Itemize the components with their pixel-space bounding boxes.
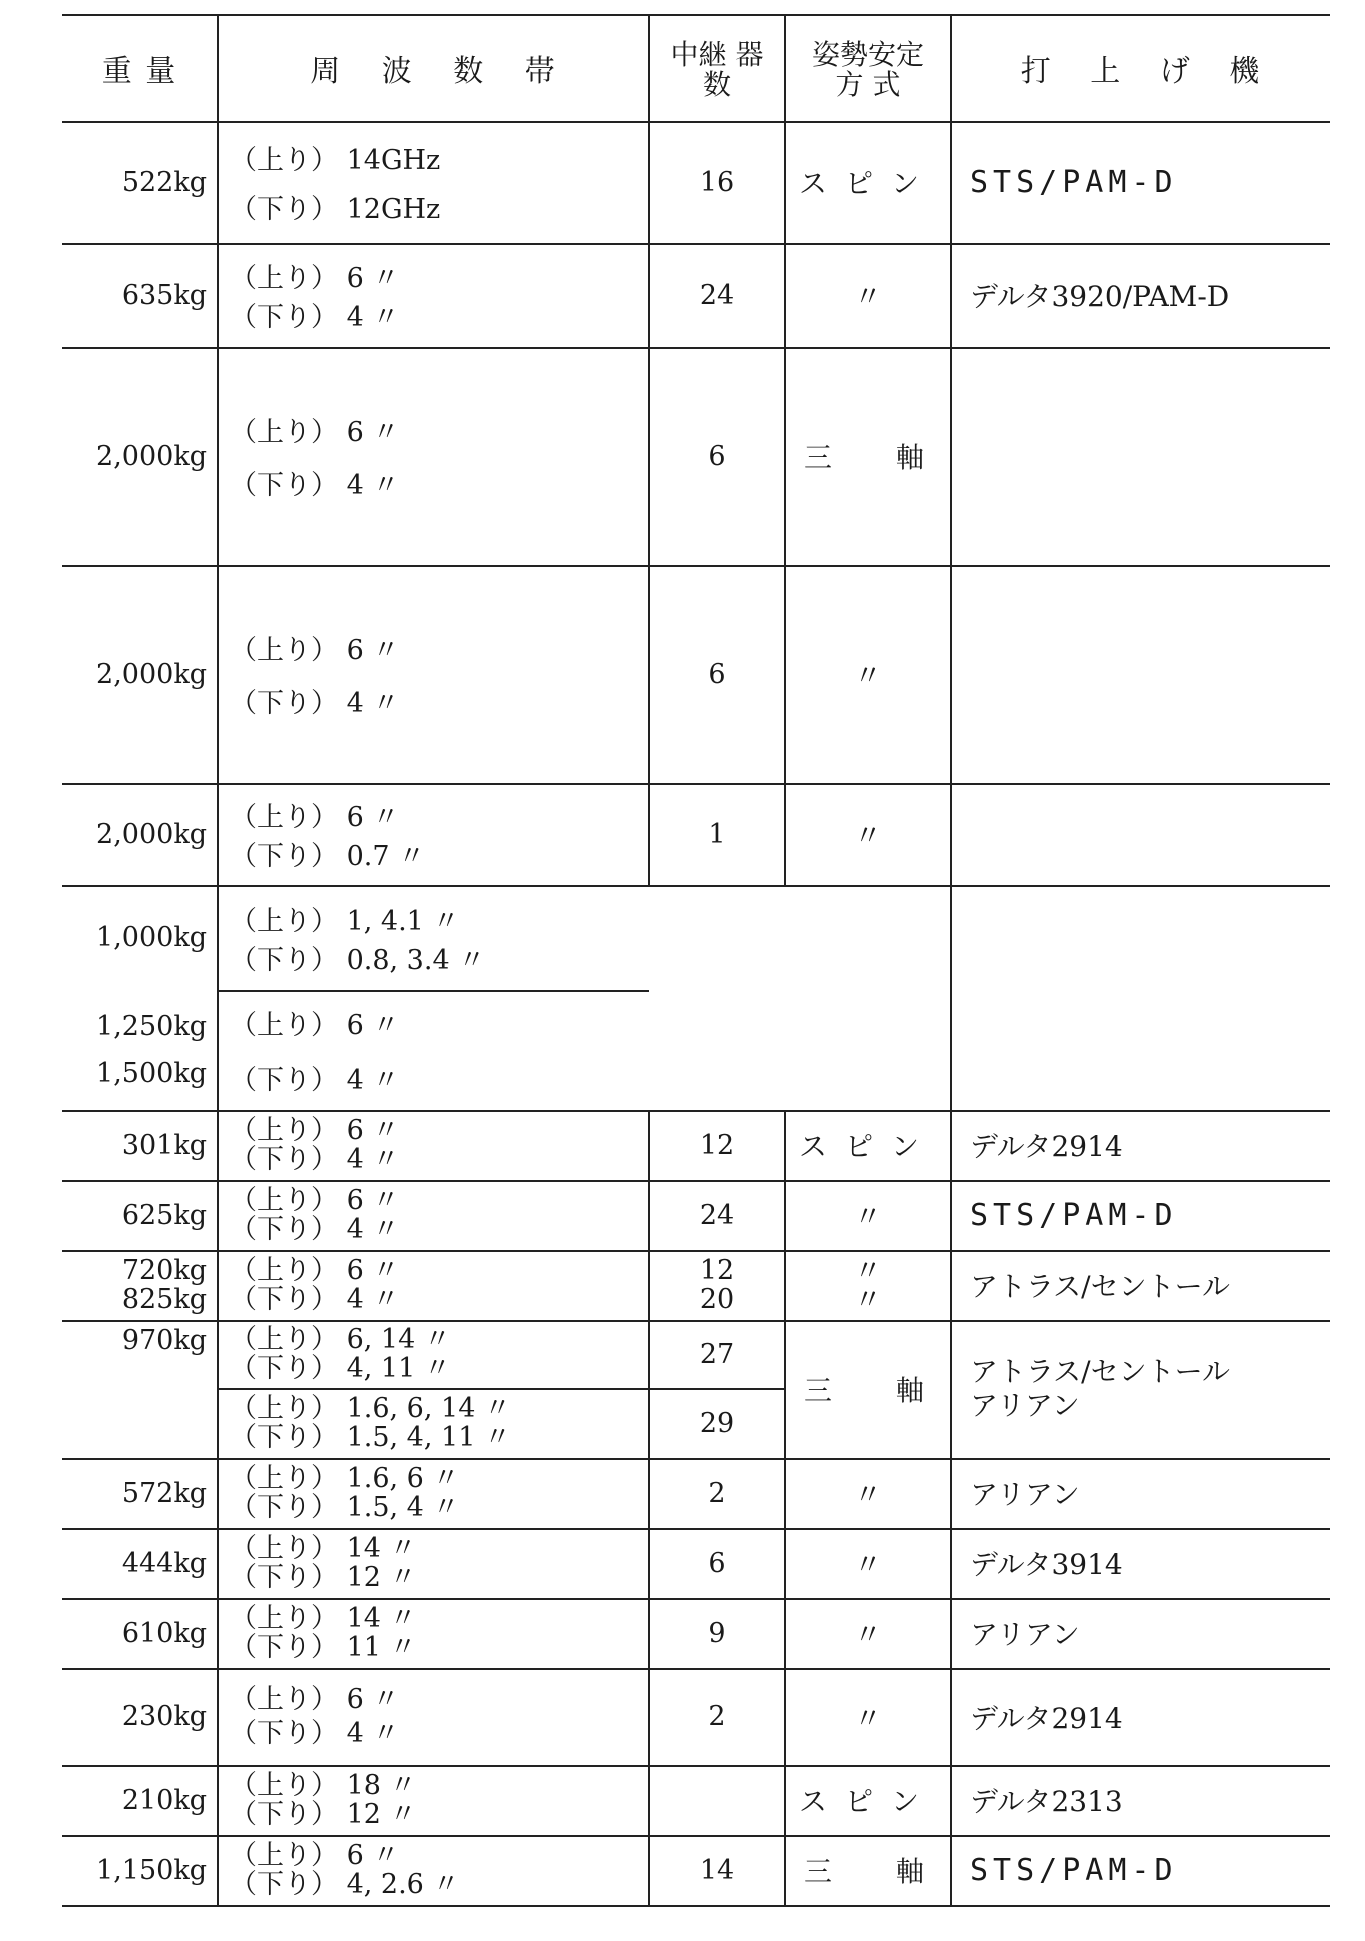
uplink-text: （上り） 14 〃 (230, 1533, 417, 1564)
transponder-count: 9 (708, 1617, 726, 1649)
attitude-cell: スピン (798, 167, 937, 200)
attitude-cell: 〃 (853, 1548, 882, 1581)
frequency-cell (230, 990, 640, 1110)
weight-cell: 301kg (121, 1129, 207, 1161)
uplink-text: （上り） 1, 4.1 〃 (230, 905, 460, 937)
transponder-text: 12 (699, 1255, 735, 1286)
launcher-text-2: アリアン (970, 1389, 1080, 1422)
downlink-text: （下り） 4, 2.6 〃 (230, 1869, 460, 1900)
frequency-cell (230, 885, 640, 990)
weight-cell: 2,000kg (96, 658, 207, 690)
attitude-cell (786, 1320, 989, 1458)
weight-cell: 230kg (121, 1701, 207, 1732)
launcher-cell: STS/PAM-D (970, 164, 1178, 200)
downlink-text: （下り） 4 〃 (230, 1717, 400, 1749)
frequency-cell (230, 783, 640, 885)
frequency-cell (230, 1180, 640, 1250)
downlink-text: （下り） 0.8, 3.4 〃 (230, 944, 486, 976)
frequency-cell (230, 1250, 640, 1320)
uplink-text: （上り） 14 〃 (230, 1603, 417, 1634)
weight-cell: 625kg (121, 1199, 207, 1231)
uplink-text: （上り） 6 〃 (230, 1840, 400, 1871)
frequency-cell (230, 1528, 640, 1598)
frequency-cell (230, 1765, 640, 1835)
transponder-count: 6 (708, 658, 726, 690)
downlink-text: （下り） 4 〃 (230, 470, 400, 501)
downlink-text: （下り） 4 〃 (230, 688, 400, 719)
downlink-text: （下り） 4 〃 (230, 302, 400, 333)
transponder-count: 29 (699, 1407, 735, 1439)
uplink-text: （上り） 6 〃 (230, 1255, 400, 1286)
weight-cell (62, 1250, 207, 1320)
weight-cell: 522kg (121, 166, 207, 198)
attitude-cell: 〃 (853, 1478, 882, 1511)
frequency-cell (230, 1668, 640, 1765)
transponder-count: 14 (699, 1854, 735, 1886)
downlink-text: （下り） 0.7 〃 (230, 841, 426, 872)
header-attitude: 姿勢安定 方 式 (811, 38, 924, 101)
frequency-cell (230, 1598, 640, 1668)
uplink-text: （上り） 1.6, 6, 14 〃 (230, 1393, 511, 1424)
frequency-cell (230, 1835, 640, 1905)
weight-cell: 1,150kg (96, 1854, 207, 1886)
attitude-cell (786, 1250, 950, 1320)
uplink-text: （上り） 6 〃 (230, 263, 400, 294)
launcher-cell: STS/PAM-D (970, 1852, 1178, 1888)
downlink-text: （下り） 4 〃 (230, 1284, 400, 1315)
frequency-cell (230, 1388, 640, 1458)
uplink-text: （上り） 6 〃 (230, 635, 400, 666)
attitude-cell (786, 347, 989, 565)
launcher-cell (970, 1320, 1330, 1458)
weight-cell: 635kg (121, 279, 207, 311)
transponder-count: 1 (708, 818, 726, 850)
uplink-text: （上り） 1.6, 6 〃 (230, 1463, 460, 1494)
transponder-count: 27 (699, 1338, 735, 1370)
header-launcher: 打 上 げ 機 (1020, 53, 1262, 89)
attitude-cell: スピン (798, 1785, 937, 1818)
attitude-cell (786, 1835, 989, 1905)
attitude-cell: 〃 (853, 819, 882, 852)
launcher-cell: アトラス/セントール (970, 1270, 1231, 1303)
launcher-cell: STS/PAM-D (970, 1197, 1178, 1233)
weight-text-2: 825kg (121, 1284, 207, 1315)
header-weight: 重 量 (101, 53, 178, 89)
attitude-text: 三軸 (804, 441, 989, 474)
downlink-text: （下り） 4 〃 (230, 1144, 400, 1175)
weight-cell: 2,000kg (96, 818, 207, 850)
attitude-text: 三軸 (804, 1374, 989, 1407)
uplink-text: （上り） 6 〃 (230, 1185, 400, 1216)
transponder-count: 6 (708, 1547, 726, 1579)
uplink-text: （上り） 6 〃 (230, 1010, 400, 1041)
launcher-text: アトラス/セントール (970, 1355, 1231, 1388)
attitude-text-2: 〃 (853, 1283, 882, 1316)
transponder-count: 16 (699, 166, 735, 198)
launcher-cell: デルタ2313 (970, 1785, 1123, 1818)
header-transponders: 中継 器数 (670, 38, 764, 101)
transponder-count: 24 (699, 279, 735, 311)
downlink-text: （下り） 1.5, 4 〃 (230, 1492, 460, 1523)
launcher-cell: デルタ3914 (970, 1548, 1123, 1581)
downlink-text: （下り） 4 〃 (230, 1065, 400, 1096)
downlink-text: （下り） 12 〃 (230, 1799, 417, 1830)
downlink-text: （下り） 12 〃 (230, 1562, 417, 1593)
launcher-cell: デルタ2914 (970, 1130, 1123, 1163)
launcher-cell: アリアン (970, 1478, 1080, 1511)
attitude-cell: スピン (798, 1130, 937, 1163)
weight-cell: 210kg (121, 1784, 207, 1816)
weight-text-2: 1,500kg (96, 1058, 207, 1089)
weight-cell (62, 990, 207, 1110)
launcher-cell: デルタ2914 (970, 1701, 1123, 1735)
transponder-count: 2 (708, 1701, 726, 1732)
attitude-text: 〃 (853, 1254, 882, 1287)
uplink-text: （上り） 6, 14 〃 (230, 1324, 451, 1355)
rule-bottom (62, 1905, 1330, 1907)
downlink-text: （下り） 1.5, 4, 11 〃 (230, 1422, 511, 1453)
attitude-cell: 〃 (853, 1200, 882, 1233)
transponder-count: 24 (699, 1199, 735, 1231)
col-rule (950, 14, 952, 1905)
frequency-cell (230, 1320, 640, 1388)
uplink-text: （上り） 6 〃 (230, 417, 400, 448)
frequency-cell (230, 1110, 640, 1180)
transponder-count: 12 (699, 1129, 735, 1161)
attitude-cell: 〃 (853, 1618, 882, 1651)
transponder-count: 6 (708, 440, 726, 472)
header-frequency: 周 波 数 帯 (310, 53, 557, 89)
transponder-count: 2 (708, 1477, 726, 1509)
uplink-text: （上り） 18 〃 (230, 1770, 417, 1801)
downlink-text: （下り） 4, 11 〃 (230, 1353, 451, 1384)
weight-text: 1,250kg (96, 1011, 207, 1042)
col-rule (217, 14, 219, 1905)
frequency-cell (230, 565, 640, 783)
frequency-cell (230, 347, 640, 565)
uplink-text: （上り） 6 〃 (230, 1115, 400, 1146)
attitude-cell: 〃 (853, 659, 882, 692)
downlink-text: （下り） 12GHz (230, 194, 441, 225)
weight-cell: 572kg (121, 1477, 207, 1509)
weight-cell: 610kg (121, 1617, 207, 1649)
attitude-cell: 〃 (853, 1701, 882, 1735)
attitude-cell: 〃 (853, 280, 882, 313)
uplink-text: （上り） 6 〃 (230, 1683, 400, 1715)
weight-text: 720kg (121, 1255, 207, 1286)
downlink-text: （下り） 4 〃 (230, 1214, 400, 1245)
weight-cell: 1,000kg (96, 922, 207, 953)
weight-cell: 970kg (121, 1324, 207, 1356)
uplink-text: （上り） 14GHz (230, 145, 441, 176)
weight-cell: 444kg (121, 1547, 207, 1579)
frequency-cell (230, 1458, 640, 1528)
downlink-text: （下り） 11 〃 (230, 1632, 417, 1663)
transponder-text-2: 20 (699, 1284, 735, 1315)
weight-cell: 2,000kg (96, 440, 207, 472)
launcher-cell: アリアン (970, 1618, 1080, 1651)
transponder-count (650, 1250, 784, 1320)
attitude-text: 三軸 (804, 1855, 989, 1888)
uplink-text: （上り） 6 〃 (230, 802, 400, 833)
launcher-cell: デルタ3920/PAM-D (970, 280, 1230, 313)
frequency-cell (230, 121, 640, 243)
frequency-cell (230, 243, 640, 347)
